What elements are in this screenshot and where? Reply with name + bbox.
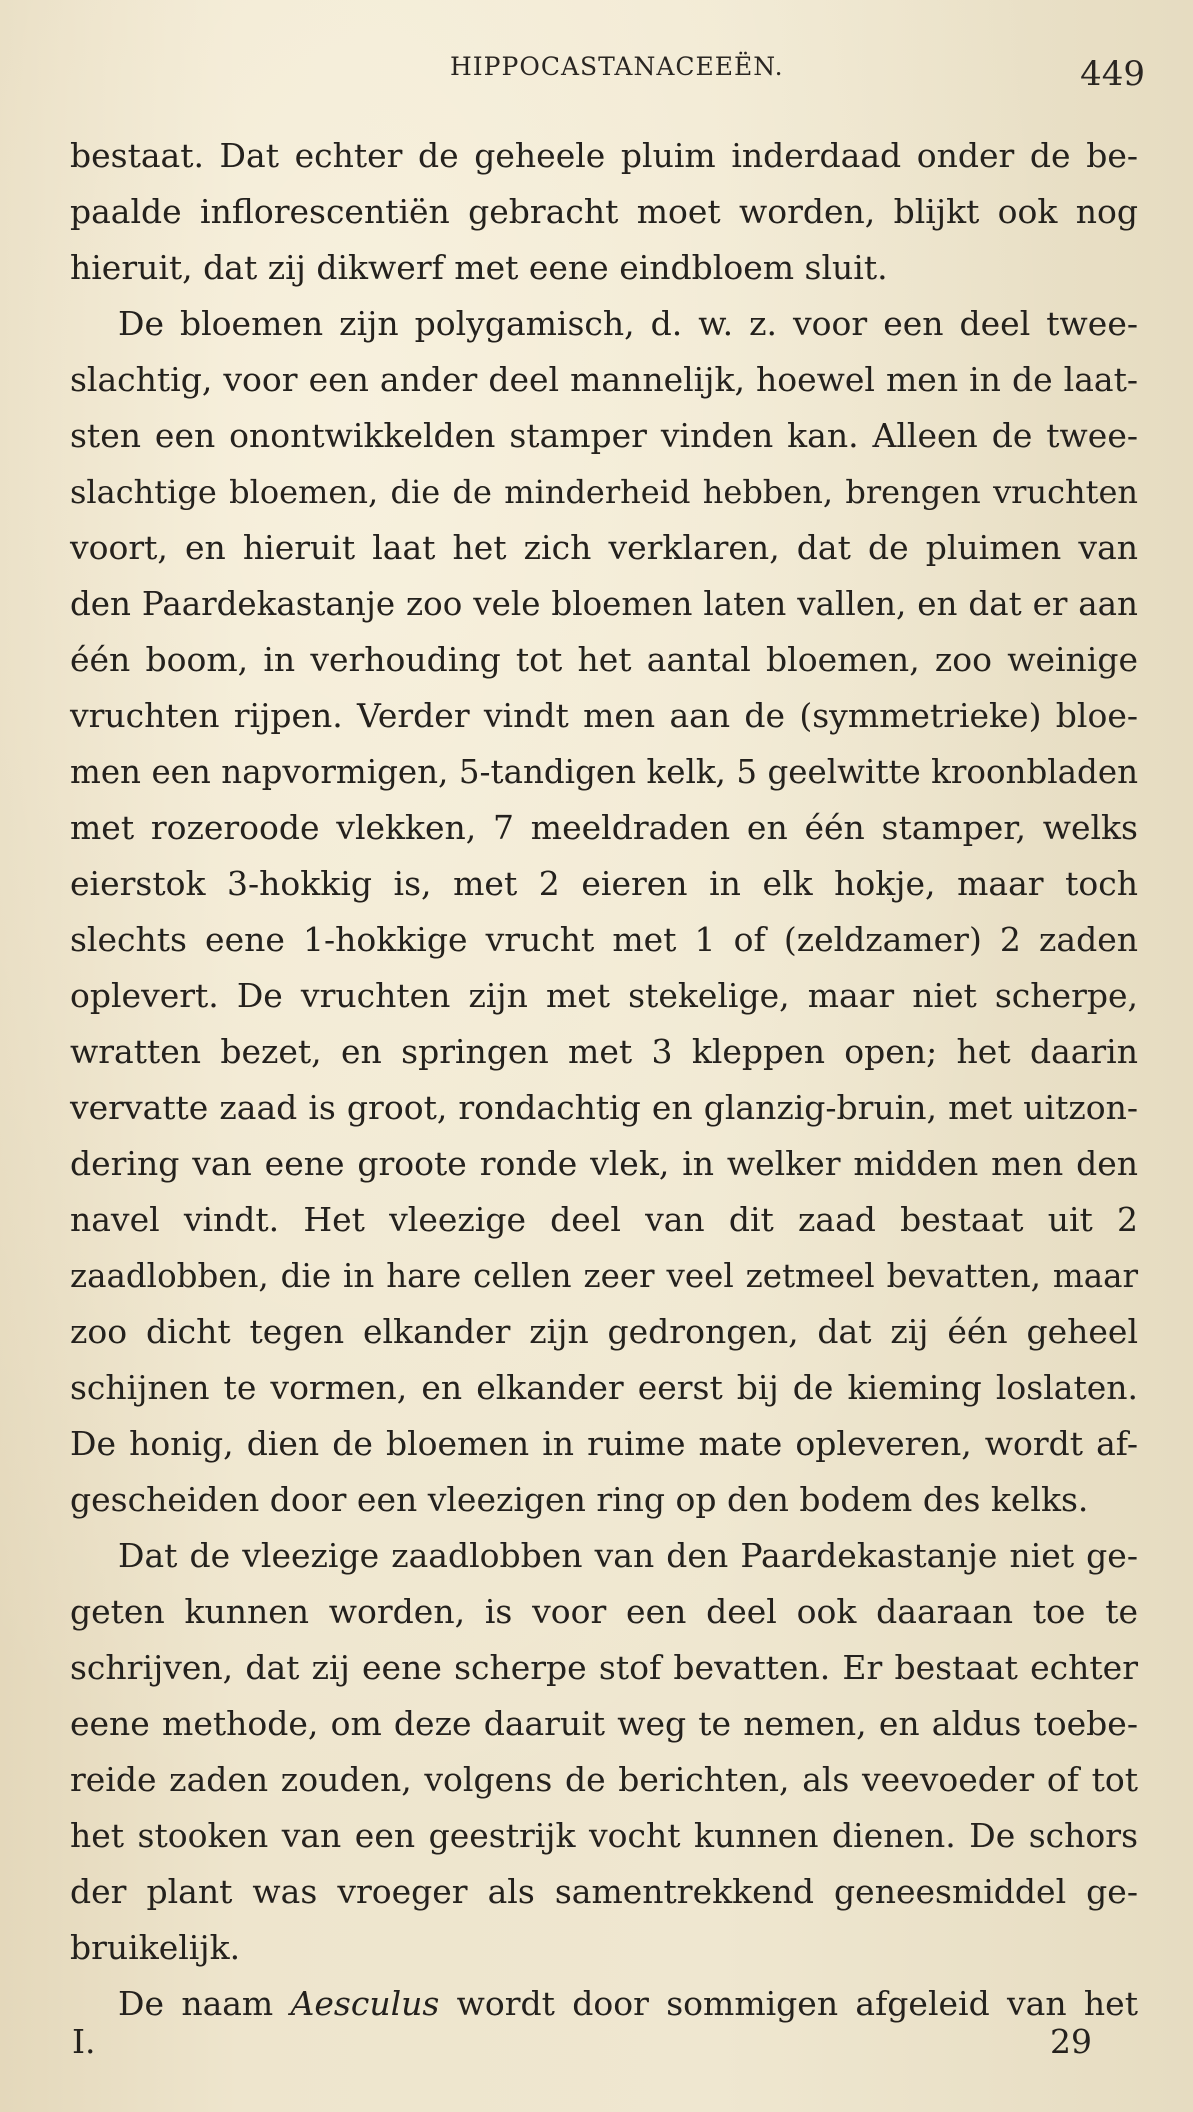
text-line: hieruit, dat zij dikwerf met eene eindbloem sluit. [70,248,888,287]
signature-mark: I. [72,2022,96,2061]
text-line: eierstok 3-hokkig is, met 2 eieren in elk hokje, maar toch [70,864,1138,903]
text-line: der plant was vroeger als samentrekkend geneesmiddel ge- [70,1872,1138,1911]
text-line: vervatte zaad is groot, rondachtig en glanzig-bruin, met uitzon- [70,1088,1138,1127]
text-line: slechts eene 1-hokkige vrucht met 1 of (zeldzamer) 2 zaden [70,920,1138,959]
text-line: paalde inflorescentiën gebracht moet worden, blijkt ook nog [70,192,1138,231]
text-line: het stooken van een geestrijk vocht kunnen dienen. De schors [70,1816,1138,1855]
page-footer [0,2022,1193,2072]
text-line: schijnen te vormen, en elkander eerst bij de kieming loslaten. [70,1368,1138,1407]
text-line: wratten bezet, en springen met 3 kleppen open; het daarin [70,1032,1138,1071]
text-line: schrijven, dat zij eene scherpe stof bevatten. Er bestaat echter [70,1648,1138,1687]
text-line: één boom, in verhouding tot het aantal bloemen, zoo weinige [70,640,1138,679]
genus-name: Aesculus [290,1984,440,2023]
text-line: De bloemen zijn polygamisch, d. w. z. voor een deel twee- [118,304,1138,343]
text-line: bestaat. Dat echter de geheele pluim inderdaad onder de be- [70,136,1138,175]
running-head: HIPPOCASTANACEEËN. [450,52,784,81]
text-line: De honig, dien de bloemen in ruime mate opleveren, wordt af- [70,1424,1138,1463]
text-fragment: wordt door sommigen afgeleid van het [456,1984,1138,2023]
text-line: sten een onontwikkelden stamper vinden kan. Alleen de twee- [70,416,1138,455]
text-line: den Paardekastanje zoo vele bloemen laten vallen, en dat er aan [70,585,1138,623]
text-line: slachtige bloemen, die de minderheid hebben, brengen vruchten [70,473,1138,511]
sheet-number: 29 [1050,2022,1092,2061]
text-line: voort, en hieruit laat het zich verklaren, dat de pluimen van [70,528,1138,567]
text-line: dering van eene groote ronde vlek, in welker midden men den [70,1144,1138,1183]
text-line: eene methode, om deze daaruit weg te nemen, en aldus toebe- [70,1704,1138,1743]
text-line: men een napvormigen, 5-tandigen kelk, 5 geelwitte kroonbladen [70,753,1138,791]
text-line: oplevert. De vruchten zijn met stekelige, maar niet scherpe, [70,976,1138,1015]
text-line: reide zaden zouden, volgens de berichten, als veevoeder of tot [70,1760,1138,1799]
text-line: navel vindt. Het vleezige deel van dit zaad bestaat uit 2 [70,1200,1138,1239]
text-line: vruchten rijpen. Verder vindt men aan de (symmetrieke) bloe- [70,696,1138,735]
text-line: met rozeroode vlekken, 7 meeldraden en één stamper, welks [70,808,1138,847]
text-line: zaadlobben, die in hare cellen zeer veel zetmeel bevatten, maar [70,1257,1138,1295]
text-line: Dat de vleezige zaadlobben van den Paardekastanje niet ge- [118,1536,1138,1575]
text-line: gescheiden door een vleezigen ring op den bodem des kelks. [70,1480,1089,1519]
text-line: slachtig, voor een ander deel mannelijk, hoewel men in de laat- [70,360,1138,399]
text-line: zoo dicht tegen elkander zijn gedrongen, dat zij één geheel [70,1312,1138,1351]
text-fragment: De naam [118,1984,274,2023]
page-header [0,44,1193,94]
page-number: 449 [1080,54,1145,94]
text-line: geten kunnen worden, is voor een deel ook daaraan toe te [70,1592,1138,1631]
text-line: bruikelijk. [70,1928,241,1967]
body-text [70,128,1138,2032]
